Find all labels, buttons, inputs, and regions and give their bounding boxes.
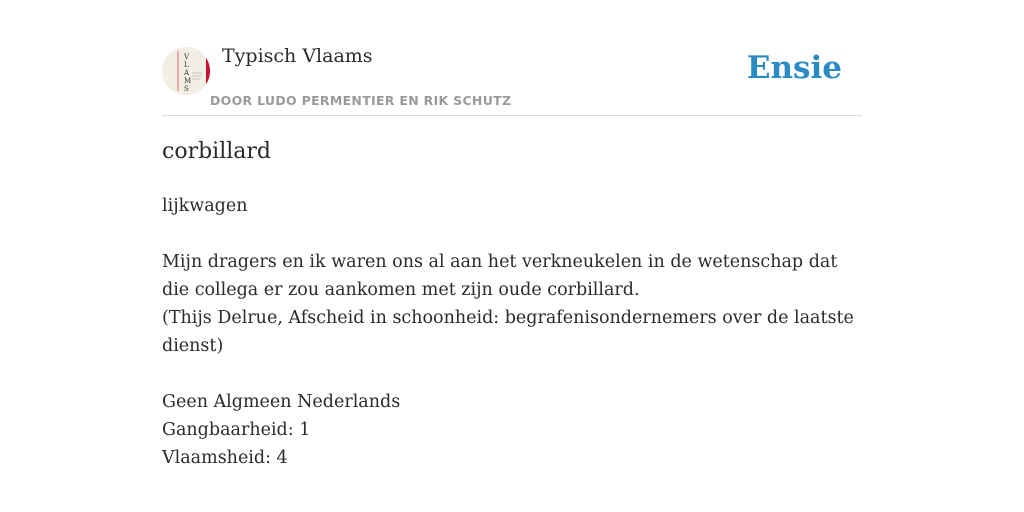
svg-text:V: V bbox=[184, 53, 190, 61]
dictionary-title[interactable]: Typisch Vlaams bbox=[222, 45, 373, 67]
entry-term: corbillard bbox=[162, 139, 271, 164]
entry-gangbaarheid: Gangbaarheid: 1 bbox=[162, 420, 311, 440]
entry-standard-label: Geen Algmeen Nederlands bbox=[162, 392, 401, 412]
spacer bbox=[162, 220, 862, 248]
svg-text:L: L bbox=[184, 61, 189, 69]
svg-text:A: A bbox=[184, 69, 190, 77]
dictionary-authors: DOOR LUDO PERMENTIER EN RIK SCHUTZ bbox=[210, 93, 512, 108]
book-cover-icon bbox=[162, 47, 210, 95]
entry-definition: lijkwagen bbox=[162, 196, 248, 216]
dictionary-header bbox=[162, 40, 862, 116]
spacer bbox=[162, 360, 862, 388]
dictionary-cover-avatar[interactable] bbox=[162, 47, 210, 95]
svg-text:S: S bbox=[184, 85, 189, 93]
svg-text:M: M bbox=[184, 77, 192, 85]
entry-body bbox=[162, 192, 862, 472]
entry-quote: Mijn dragers en ik waren ons al aan het verkneukelen in de wetenschap dat die collega er zou aankomen met zijn oude corbillard. bbox=[162, 252, 838, 300]
entry-quote-source: (Thijs Delrue, Afscheid in schoonheid: begrafenisondernemers over de laatste dienst) bbox=[162, 308, 854, 356]
ensie-logo[interactable]: Ensie bbox=[746, 50, 842, 86]
entry-vlaamsheid: Vlaamsheid: 4 bbox=[162, 448, 288, 468]
